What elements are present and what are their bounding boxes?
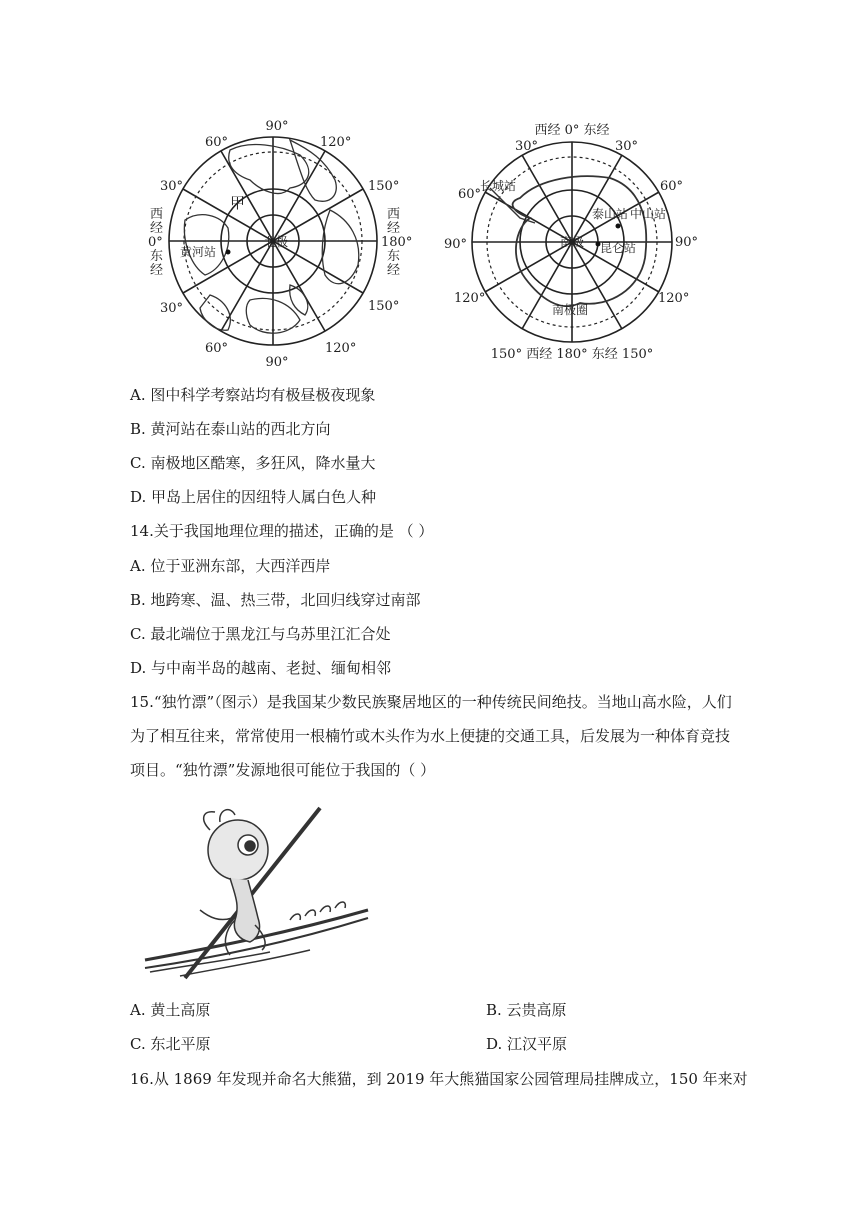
- q15-stem: 15.“独竹漂”（图示）是我国某少数民族聚居地区的一种传统民间绝技。当地山高水险，人们为了相互往来，常常使用一根楠竹或木头作为水上便捷的交通工具，后发展为一种体育竞技项目。“独竹漂”发源地很可能位于我国的（ ）: [130, 693, 732, 779]
- q14-option-a: A. 位于亚洲东部，大西洋西岸: [130, 557, 331, 575]
- south-pole-map: [444, 118, 710, 368]
- north-label-120-top: 120°: [320, 135, 352, 150]
- north-left-meridian-1: 西: [150, 207, 164, 222]
- huanghe-station-label: 黄河站: [180, 245, 217, 259]
- south-pole-label: 南极: [560, 235, 585, 249]
- north-label-60-top: 60°: [205, 135, 229, 150]
- changcheng-station-label: 长城站: [480, 179, 517, 193]
- q15-option-a: A. 黄土高原: [130, 1001, 211, 1019]
- antarctic-circle-label: 南极圈: [552, 303, 589, 317]
- q13-option-d: D. 甲岛上居住的因纽特人属白色人种: [130, 488, 377, 506]
- q15-option-d: D. 江汉平原: [486, 1035, 568, 1053]
- north-label-60-bottom: 60°: [205, 341, 229, 356]
- north-label-150-bottom: 150°: [368, 299, 400, 314]
- south-right-30: 30°: [615, 139, 639, 154]
- north-label-90-bottom: 90°: [265, 355, 289, 370]
- north-label-30-top: 30°: [160, 179, 184, 194]
- kunlun-station-label: 昆仑站: [600, 241, 637, 255]
- north-label-150-top: 150°: [368, 179, 400, 194]
- north-right-meridian-1: 西: [387, 207, 401, 222]
- q14-option-d: D. 与中南半岛的越南、老挝、缅甸相邻: [130, 659, 392, 677]
- kunlun-station-dot: [596, 242, 601, 247]
- q15-option-c: C. 东北平原: [130, 1035, 211, 1053]
- north-pole-label: 北极: [264, 235, 289, 249]
- zhongshan-station-label: 中山站: [630, 207, 667, 221]
- island-jia-label: 甲: [230, 194, 246, 212]
- south-left-30: 30°: [515, 139, 539, 154]
- taishan-station-dot: [616, 224, 621, 229]
- north-label-90-top: 90°: [265, 119, 289, 134]
- north-right-meridian-3: 180°: [381, 235, 413, 250]
- huanghe-station-dot: [226, 250, 231, 255]
- bamboo-rafting-illustration: [140, 800, 380, 990]
- q13-option-b: B. 黄河站在泰山站的西北方向: [130, 420, 331, 438]
- north-left-meridian-2: 经: [150, 221, 164, 236]
- north-left-meridian-4: 东: [150, 249, 164, 264]
- south-top-label: 西经 0° 东经: [534, 123, 610, 138]
- south-left-60: 60°: [458, 187, 482, 202]
- south-right-120: 120°: [658, 291, 690, 306]
- q14-stem: 14.关于我国地理位理的描述，正确的是 （ ）: [130, 522, 434, 540]
- south-left-90: 90°: [444, 237, 468, 252]
- q16-stem: 16.从 1869 年发现并命名大熊猫，到 2019 年大熊猫国家公园管理局挂牌成立，150 年来对: [130, 1070, 748, 1088]
- north-right-meridian-5: 经: [387, 263, 401, 278]
- q14-option-c: C. 最北端位于黑龙江与乌苏里江汇合处: [130, 625, 391, 643]
- taishan-station-label: 泰山站: [592, 207, 629, 221]
- north-label-120-bottom: 120°: [325, 341, 357, 356]
- q13-option-c: C. 南极地区酷寒，多狂风，降水量大: [130, 454, 376, 472]
- north-label-30-bottom: 30°: [160, 301, 184, 316]
- south-left-120: 120°: [454, 291, 486, 306]
- north-right-meridian-2: 经: [387, 221, 401, 236]
- north-right-meridian-4: 东: [387, 249, 401, 264]
- q13-option-a: A. 图中科学考察站均有极昼极夜现象: [130, 386, 376, 404]
- south-right-60: 60°: [660, 179, 684, 194]
- south-bottom-label: 150° 西经 180° 东经 150°: [490, 347, 654, 362]
- q15-option-b: B. 云贵高原: [486, 1001, 567, 1019]
- north-pole-map: [140, 110, 413, 372]
- north-left-meridian-3: 0°: [148, 235, 163, 250]
- q14-option-b: B. 地跨寒、温、热三带，北回归线穿过南部: [130, 591, 421, 609]
- south-right-90: 90°: [675, 235, 699, 250]
- north-left-meridian-5: 经: [150, 263, 164, 278]
